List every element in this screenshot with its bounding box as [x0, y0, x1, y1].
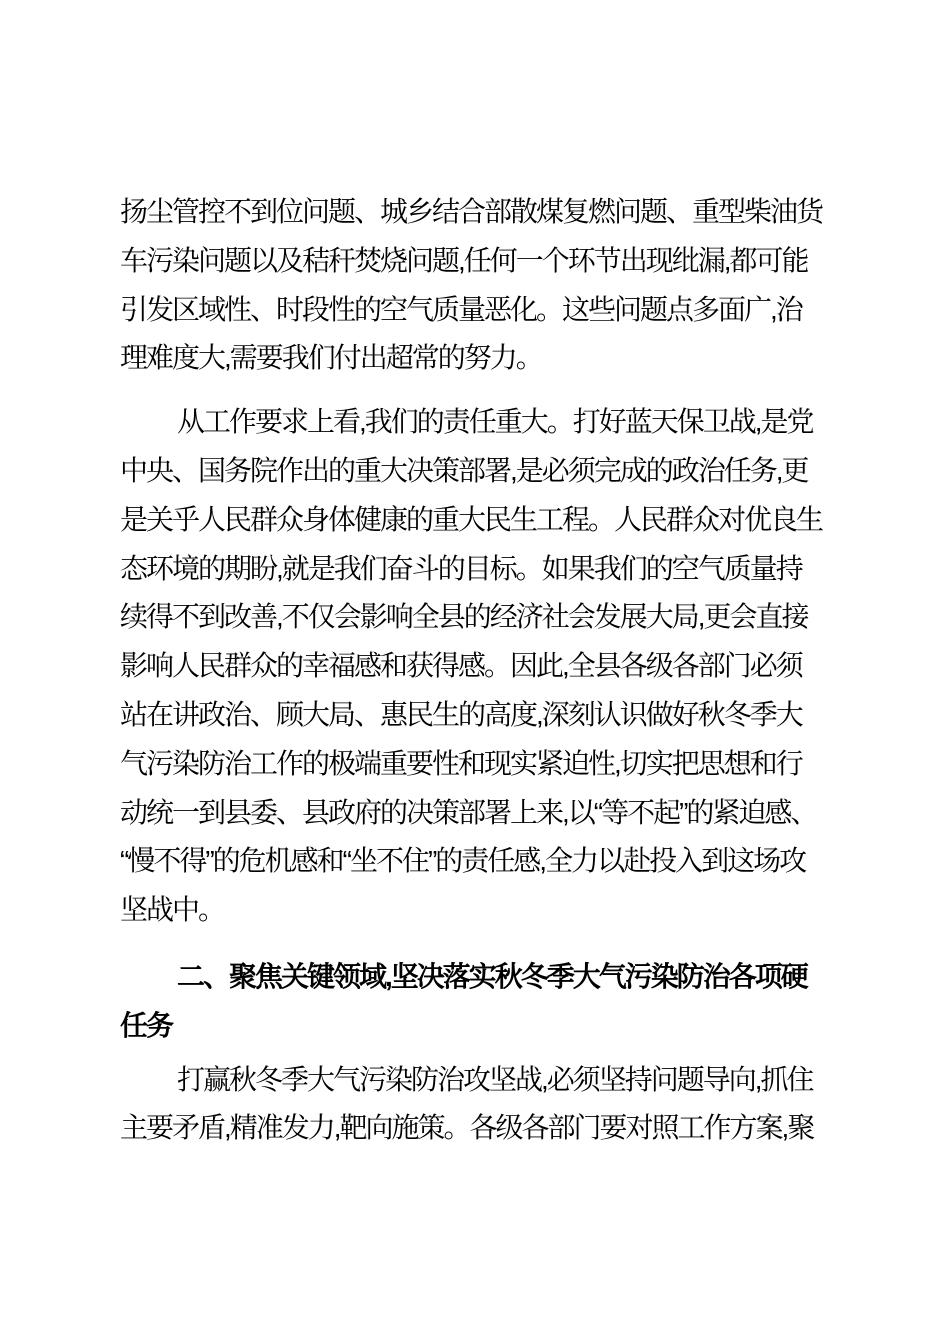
text-line: 主要矛盾,精准发力,靶向施策。各级各部门要对照工作方案,聚 [120, 1112, 814, 1144]
text-line: 车污染问题以及秸秆焚烧问题,任何一个环节出现纰漏,都可能 [120, 244, 808, 276]
text-line: 理难度大,需要我们付出超常的努力。 [120, 342, 542, 374]
text-line: 扬尘管控不到位问题、城乡结合部散煤复燃问题、重型柴油货 [120, 196, 823, 227]
text-line: 从工作要求上看,我们的责任重大。打好蓝天保卫战,是党 [177, 406, 813, 438]
text-line: 中央、国务院作出的重大决策部署,是必须完成的政治任务,更 [120, 454, 808, 486]
text-line: 引发区域性、时段性的空气质量恶化。这些问题点多面广,治 [120, 293, 802, 325]
text-line: 影响人民群众的幸福感和获得感。因此,全县各级各部门必须 [120, 650, 802, 682]
text-line: 打赢秋冬季大气污染防治攻坚战,必须坚持问题导向,抓住 [177, 1063, 813, 1095]
heading-line: 二、聚焦关键领域,坚决落实秋冬季大气污染防治各项硬 [177, 960, 807, 992]
section-heading-two [120, 953, 832, 1051]
text-line: 坚战中。 [120, 894, 225, 926]
text-line: 气污染防治工作的极端重要性和现实紧迫性,切实把思想和行 [120, 747, 802, 779]
text-line: 站在讲政治、顾大局、惠民生的高度,深刻认识做好秋冬季大 [120, 698, 802, 730]
text-line: 是关乎人民群众身体健康的重大民生工程。人民群众对优良生 [120, 503, 823, 535]
paragraph-win-battle [120, 1056, 832, 1154]
paragraph-problems-continuation [120, 188, 832, 383]
text-line: 态环境的期盼,就是我们奋斗的目标。如果我们的空气质量持 [120, 552, 802, 584]
heading-line: 任务 [120, 1009, 173, 1041]
paragraph-work-requirements [120, 398, 832, 935]
text-line: “慢不得”的危机感和“坐不住”的责任感,全力以赴投入到这场攻 [120, 845, 806, 877]
text-line: 动统一到县委、县政府的决策部署上来,以“等不起”的紧迫感、 [120, 796, 817, 828]
text-line: 续得不到改善,不仅会影响全县的经济社会发展大局,更会直接 [120, 601, 808, 633]
